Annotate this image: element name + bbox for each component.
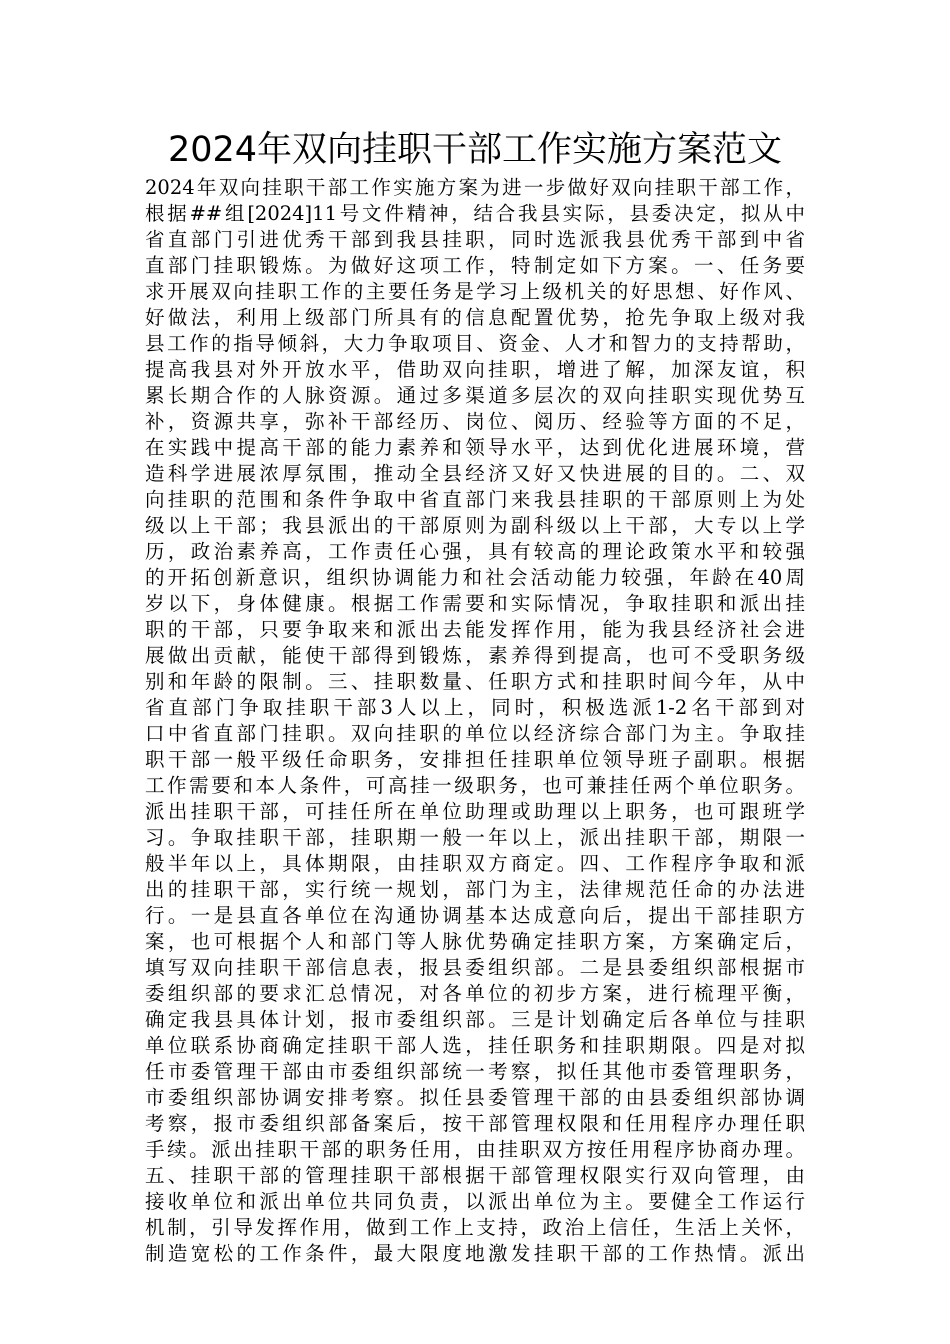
paragraph-line: 市委组织部协调安排考察。拟任县委管理干部的由县委组织部协调 xyxy=(145,1086,805,1109)
paragraph-line: 考察，报市委组织部备案后，按干部管理权限和任用程序办理任职 xyxy=(145,1112,805,1135)
paragraph-line: 好做法，利用上级部门所具有的信息配置优势，抢先争取上级对我 xyxy=(145,306,805,329)
paragraph-line: 历，政治素养高，工作责任心强，具有较高的理论政策水平和较强 xyxy=(145,540,805,563)
paragraph-line: 工作需要和本人条件，可高挂一级职务，也可兼挂任两个单位职务。 xyxy=(145,774,805,797)
paragraph-line: 根据##组[2024]11号文件精神，结合我县实际，县委决定，拟从中 xyxy=(145,202,805,225)
paragraph-line: 确定我县具体计划，报市委组织部。三是计划确定后各单位与挂职 xyxy=(145,1008,805,1031)
paragraph-line: 补，资源共享，弥补干部经历、岗位、阅历、经验等方面的不足， xyxy=(145,410,805,433)
document-title: 2024年双向挂职干部工作实施方案范文 xyxy=(167,130,783,170)
paragraph-line: 填写双向挂职干部信息表，报县委组织部。二是县委组织部根据市 xyxy=(145,956,805,979)
paragraph-line: 求开展双向挂职工作的主要任务是学习上级机关的好思想、好作风、 xyxy=(145,280,805,303)
paragraph-line: 单位联系协商确定挂职干部人选，挂任职务和挂职期限。四是对拟 xyxy=(145,1034,805,1057)
paragraph-line: 直部门挂职锻炼。为做好这项工作，特制定如下方案。一、任务要 xyxy=(145,254,805,277)
paragraph-line: 岁以下，身体健康。根据工作需要和实际情况，争取挂职和派出挂 xyxy=(145,592,805,615)
paragraph-line: 的开拓创新意识，组织协调能力和社会活动能力较强，年龄在40周 xyxy=(145,566,805,589)
paragraph-line: 接收单位和派出单位共同负责，以派出单位为主。要健全工作运行 xyxy=(145,1190,805,1213)
paragraph-line: 向挂职的范围和条件争取中省直部门来我县挂职的干部原则上为处 xyxy=(145,488,805,511)
paragraph-line: 任市委管理干部由市委组织部统一考察，拟任其他市委管理职务， xyxy=(145,1060,805,1083)
paragraph-line: 口中省直部门挂职。双向挂职的单位以经济综合部门为主。争取挂 xyxy=(145,722,805,745)
paragraph-line: 职干部一般平级任命职务，安排担任挂职单位领导班子副职。根据 xyxy=(145,748,805,771)
paragraph-line: 展做出贡献，能使干部得到锻炼，素养得到提高，也可不受职务级 xyxy=(145,644,805,667)
paragraph-line: 县工作的指导倾斜，大力争取项目、资金、人才和智力的支持帮助， xyxy=(145,332,805,355)
paragraph-line: 案，也可根据个人和部门等人脉优势确定挂职方案，方案确定后， xyxy=(145,930,805,953)
paragraph-line: 委组织部的要求汇总情况，对各单位的初步方案，进行梳理平衡， xyxy=(145,982,805,1005)
paragraph-line: 职的干部，只要争取来和派出去能发挥作用，能为我县经济社会进 xyxy=(145,618,805,641)
paragraph-line: 出的挂职干部，实行统一规划，部门为主，法律规范任命的办法进 xyxy=(145,878,805,901)
paragraph-line: 派出挂职干部，可挂任所在单位助理或助理以上职务，也可跟班学 xyxy=(145,800,805,823)
paragraph-line: 习。争取挂职干部，挂职期一般一年以上，派出挂职干部，期限一 xyxy=(145,826,805,849)
paragraph-line: 别和年龄的限制。三、挂职数量、任职方式和挂职时间今年，从中 xyxy=(145,670,805,693)
paragraph-line: 造科学进展浓厚氛围，推动全县经济又好又快进展的目的。二、双 xyxy=(145,462,805,485)
document-body xyxy=(145,175,805,1267)
paragraph-line: 省直部门争取挂职干部3人以上，同时，积极选派1-2名干部到对 xyxy=(145,696,805,719)
paragraph-line: 2024年双向挂职干部工作实施方案为进一步做好双向挂职干部工作， xyxy=(145,176,805,199)
paragraph-line: 提高我县对外开放水平，借助双向挂职，增进了解，加深友谊，积 xyxy=(145,358,805,381)
paragraph-line: 累长期合作的人脉资源。通过多渠道多层次的双向挂职实现优势互 xyxy=(145,384,805,407)
paragraph-line: 手续。派出挂职干部的职务任用，由挂职双方按任用程序协商办理。 xyxy=(145,1138,805,1161)
paragraph-line: 般半年以上，具体期限，由挂职双方商定。四、工作程序争取和派 xyxy=(145,852,805,875)
paragraph-line: 机制，引导发挥作用，做到工作上支持，政治上信任，生活上关怀， xyxy=(145,1216,805,1239)
paragraph-line: 五、挂职干部的管理挂职干部根据干部管理权限实行双向管理，由 xyxy=(145,1164,805,1187)
paragraph-line: 级以上干部；我县派出的干部原则为副科级以上干部，大专以上学 xyxy=(145,514,805,537)
paragraph-line: 行。一是县直各单位在沟通协调基本达成意向后，提出干部挂职方 xyxy=(145,904,805,927)
paragraph-line: 省直部门引进优秀干部到我县挂职，同时选派我县优秀干部到中省 xyxy=(145,228,805,251)
paragraph-line: 在实践中提高干部的能力素养和领导水平，达到优化进展环境，营 xyxy=(145,436,805,459)
paragraph-line: 制造宽松的工作条件，最大限度地激发挂职干部的工作热情。派出 xyxy=(145,1242,805,1265)
